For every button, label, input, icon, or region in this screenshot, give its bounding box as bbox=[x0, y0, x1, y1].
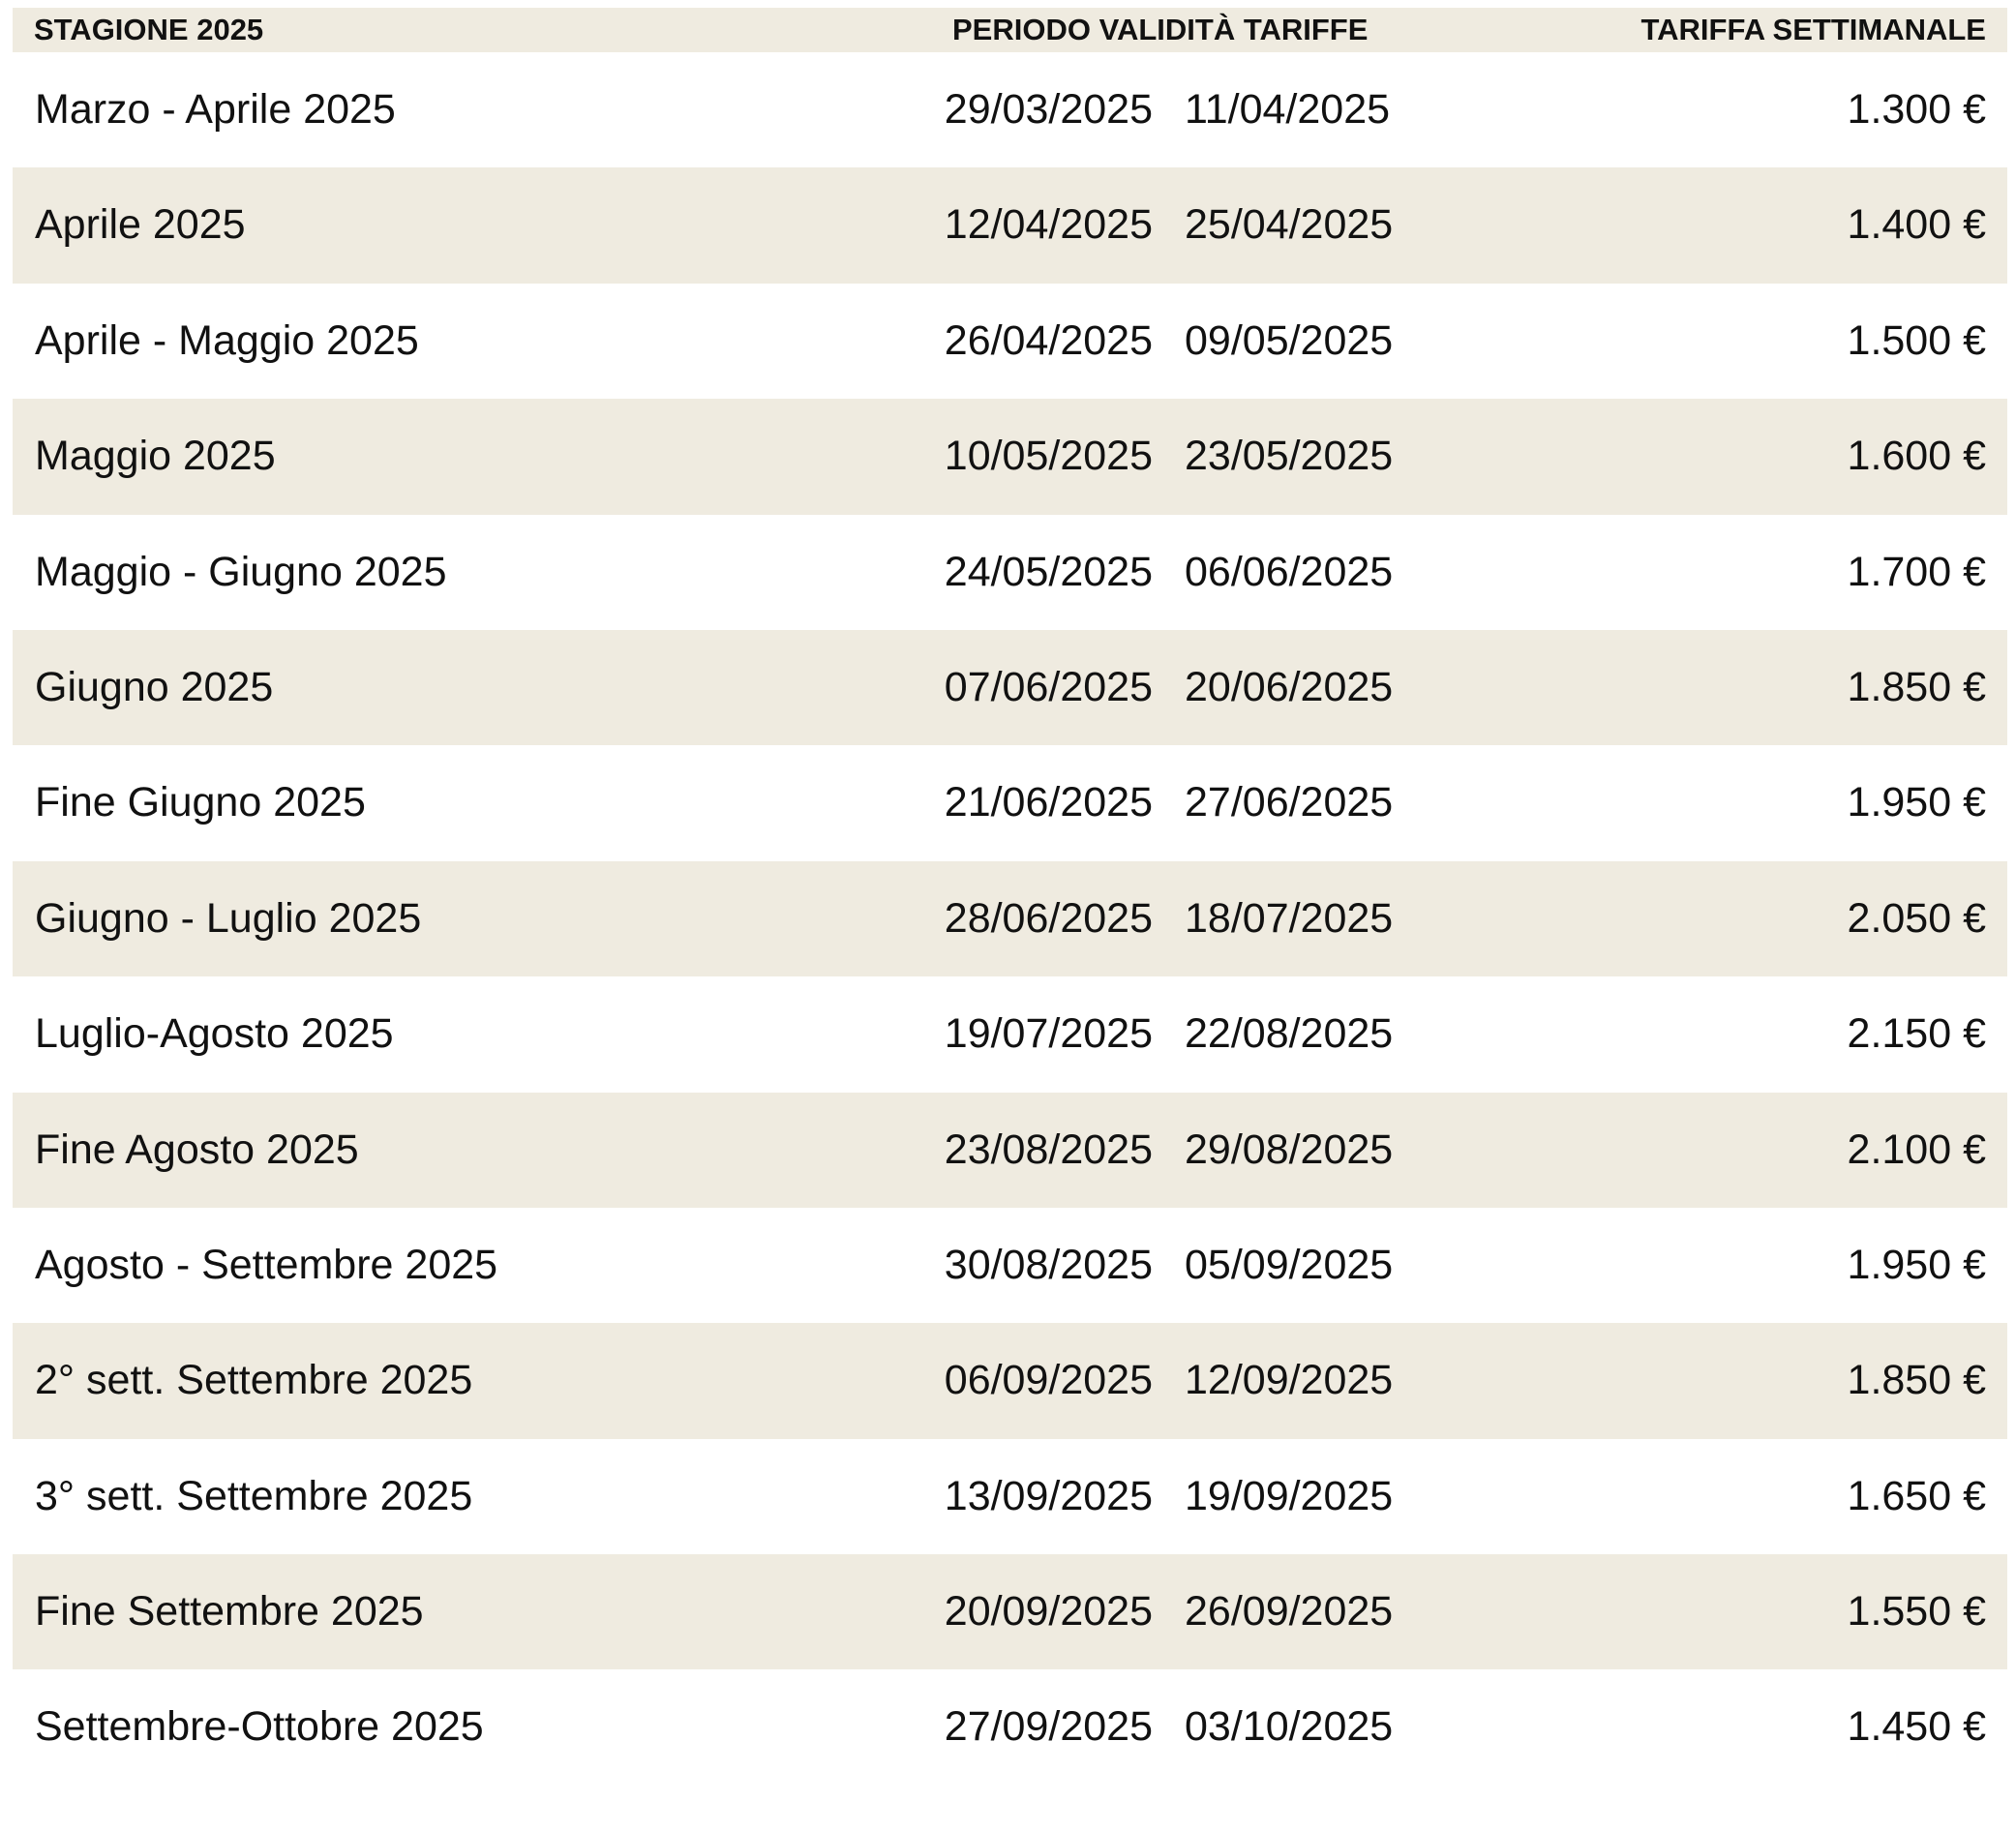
header-rate: TARIFFA SETTIMANALE bbox=[1640, 13, 1986, 46]
table-row bbox=[13, 515, 2007, 630]
table-row bbox=[13, 861, 2007, 976]
row-date-from: 24/05/2025 bbox=[944, 548, 1153, 595]
header-period: PERIODO VALIDITÀ TARIFFE bbox=[952, 13, 1369, 46]
row-season: Maggio - Giugno 2025 bbox=[35, 548, 447, 595]
row-season: 2° sett. Settembre 2025 bbox=[35, 1357, 473, 1404]
row-rate: 1.600 € bbox=[1847, 433, 1986, 480]
row-rate: 1.950 € bbox=[1847, 779, 1986, 826]
row-date-from: 27/09/2025 bbox=[944, 1703, 1153, 1751]
row-season: Fine Settembre 2025 bbox=[35, 1588, 424, 1636]
table-row bbox=[13, 1093, 2007, 1208]
row-season: Giugno - Luglio 2025 bbox=[35, 894, 422, 942]
row-rate: 1.450 € bbox=[1847, 1703, 1986, 1751]
row-date-to: 22/08/2025 bbox=[1185, 1010, 1394, 1058]
rates-table bbox=[13, 8, 2007, 1786]
table-row bbox=[13, 745, 2007, 860]
row-date-from: 30/08/2025 bbox=[944, 1241, 1153, 1288]
table-row bbox=[13, 976, 2007, 1092]
row-season: Luglio-Agosto 2025 bbox=[35, 1010, 394, 1058]
table-row bbox=[13, 284, 2007, 399]
row-rate: 1.550 € bbox=[1847, 1588, 1986, 1636]
row-date-from: 28/06/2025 bbox=[944, 894, 1153, 942]
table-row bbox=[13, 1323, 2007, 1438]
row-date-to: 12/09/2025 bbox=[1185, 1357, 1394, 1404]
row-date-to: 27/06/2025 bbox=[1185, 779, 1394, 826]
row-date-from: 23/08/2025 bbox=[944, 1126, 1153, 1173]
row-date-to: 23/05/2025 bbox=[1185, 433, 1394, 480]
row-rate: 2.150 € bbox=[1847, 1010, 1986, 1058]
row-date-to: 29/08/2025 bbox=[1185, 1126, 1394, 1173]
row-date-to: 06/06/2025 bbox=[1185, 548, 1394, 595]
row-rate: 2.100 € bbox=[1847, 1126, 1986, 1173]
table-row bbox=[13, 1554, 2007, 1669]
row-season: Marzo - Aprile 2025 bbox=[35, 86, 396, 133]
table-header bbox=[13, 8, 2007, 52]
row-date-from: 21/06/2025 bbox=[944, 779, 1153, 826]
row-date-from: 29/03/2025 bbox=[944, 86, 1153, 133]
row-season: Maggio 2025 bbox=[35, 433, 276, 480]
row-date-from: 06/09/2025 bbox=[944, 1357, 1153, 1404]
table-row bbox=[13, 399, 2007, 514]
row-date-from: 13/09/2025 bbox=[944, 1472, 1153, 1519]
table-row bbox=[13, 1439, 2007, 1554]
row-season: Giugno 2025 bbox=[35, 663, 274, 710]
row-season: Settembre-Ottobre 2025 bbox=[35, 1703, 484, 1751]
header-season: STAGIONE 2025 bbox=[34, 13, 264, 46]
row-rate: 1.850 € bbox=[1847, 1357, 1986, 1404]
row-rate: 1.950 € bbox=[1847, 1241, 1986, 1288]
row-date-to: 05/09/2025 bbox=[1185, 1241, 1394, 1288]
row-season: Aprile - Maggio 2025 bbox=[35, 316, 419, 364]
row-rate: 1.400 € bbox=[1847, 201, 1986, 249]
row-date-to: 11/04/2025 bbox=[1185, 86, 1391, 133]
row-rate: 1.850 € bbox=[1847, 663, 1986, 710]
row-rate: 1.500 € bbox=[1847, 316, 1986, 364]
table-row bbox=[13, 167, 2007, 283]
row-rate: 1.700 € bbox=[1847, 548, 1986, 595]
row-date-to: 26/09/2025 bbox=[1185, 1588, 1394, 1636]
row-date-from: 20/09/2025 bbox=[944, 1588, 1153, 1636]
row-date-to: 18/07/2025 bbox=[1185, 894, 1394, 942]
table-row bbox=[13, 1669, 2007, 1785]
row-date-from: 10/05/2025 bbox=[944, 433, 1153, 480]
row-date-to: 19/09/2025 bbox=[1185, 1472, 1394, 1519]
table-row bbox=[13, 1208, 2007, 1323]
table-row bbox=[13, 630, 2007, 745]
row-date-from: 07/06/2025 bbox=[944, 663, 1153, 710]
row-date-to: 09/05/2025 bbox=[1185, 316, 1394, 364]
row-season: 3° sett. Settembre 2025 bbox=[35, 1472, 473, 1519]
row-season: Fine Agosto 2025 bbox=[35, 1126, 359, 1173]
row-rate: 2.050 € bbox=[1847, 894, 1986, 942]
row-rate: 1.300 € bbox=[1847, 86, 1986, 133]
row-rate: 1.650 € bbox=[1847, 1472, 1986, 1519]
row-date-from: 19/07/2025 bbox=[944, 1010, 1153, 1058]
row-season: Aprile 2025 bbox=[35, 201, 246, 249]
table-row bbox=[13, 52, 2007, 167]
row-date-from: 26/04/2025 bbox=[944, 316, 1153, 364]
row-season: Fine Giugno 2025 bbox=[35, 779, 366, 826]
row-season: Agosto - Settembre 2025 bbox=[35, 1241, 498, 1288]
row-date-to: 25/04/2025 bbox=[1185, 201, 1394, 249]
row-date-from: 12/04/2025 bbox=[944, 201, 1153, 249]
row-date-to: 20/06/2025 bbox=[1185, 663, 1394, 710]
row-date-to: 03/10/2025 bbox=[1185, 1703, 1394, 1751]
